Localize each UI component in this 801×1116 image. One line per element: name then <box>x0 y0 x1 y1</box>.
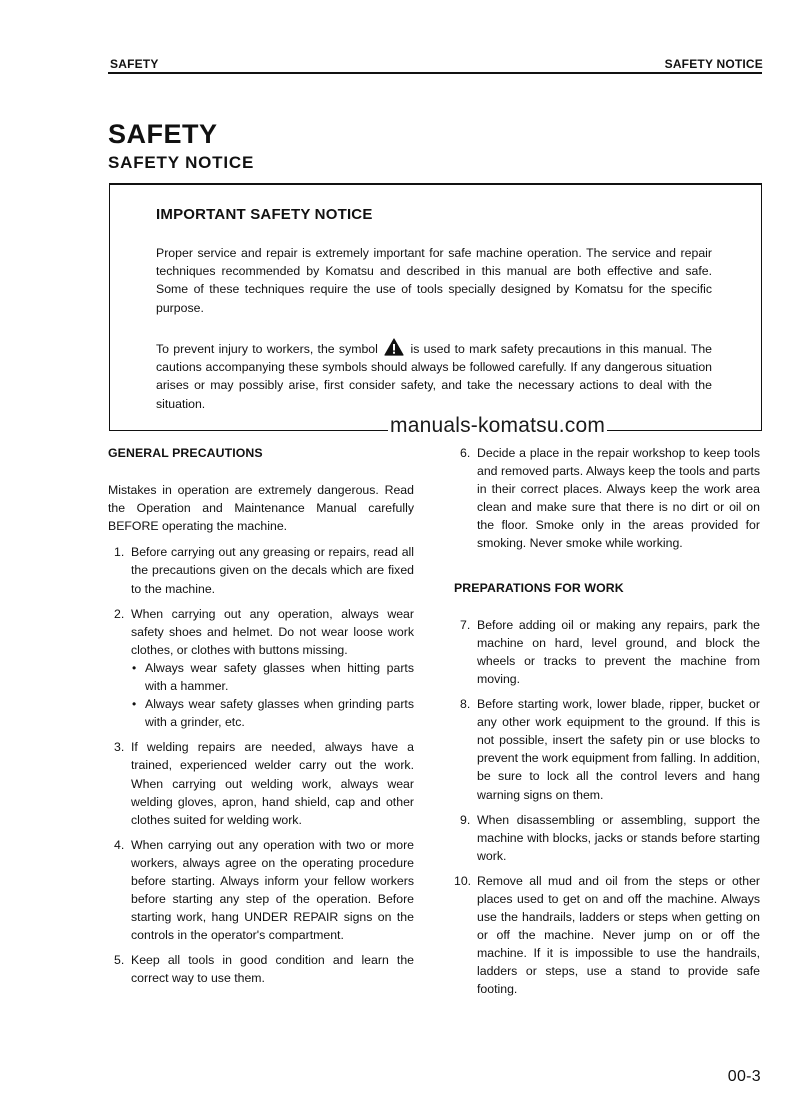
header-rule <box>108 72 762 74</box>
preparations-heading: PREPARATIONS FOR WORK <box>454 580 624 595</box>
notice-paragraph-2-end: is used to mark safety precautions in this manual. The cautions accompanying these symbols should always be followed carefully. If any dangerous situation arises or may possibly arise, first consider safety, and take the necessary actions to deal with the situation. <box>156 342 713 411</box>
item-number: 5. <box>114 953 125 968</box>
running-header-left: SAFETY <box>110 57 159 71</box>
item-text: Before starting work, lower blade, ripper, bucket or any other work equipment to the ground. If this is not possible, insert the safety pin or use blocks to prevent the work equipment from falling. In addition, be sure to lock all the control levers and hang warning signs on them. <box>477 697 760 802</box>
notice-title: IMPORTANT SAFETY NOTICE <box>156 206 373 223</box>
notice-paragraph-2-start: To prevent injury to workers, the symbol <box>156 342 378 356</box>
item-number: 8. <box>460 697 471 712</box>
item-text: When disassembling or assembling, support the machine with blocks, jacks or stands before starting work. <box>477 812 760 863</box>
list-item <box>108 605 414 732</box>
item-number: 10. <box>454 873 472 888</box>
list-item <box>454 811 760 865</box>
item-text: Remove all mud and oil from the steps or other places used to get on and off the machine. Always use the handrails, ladders or steps when getting on or off the machine. Never jump on or off the machine. If it is impossible to use the handrails, ladders or steps, use a stand to provide safe footing. <box>477 873 760 997</box>
item-number: 3. <box>114 740 125 755</box>
bullet-text: Always wear safety glasses when grinding parts with a grinder, etc. <box>145 697 414 730</box>
item-text: Decide a place in the repair workshop to keep tools and removed parts. Always keep the tools and parts in their correct places. Always keep the work area clean and make sure that there is no dirt or oil on the floor. Smoke only in the areas provided for smoking. Never smoke while working. <box>477 446 760 551</box>
list-item <box>108 543 414 597</box>
general-precautions-intro: Mistakes in operation are extremely dangerous. Read the Operation and Maintenance Manual carefully BEFORE operating the machine. <box>108 483 414 534</box>
item-number: 9. <box>460 812 471 827</box>
list-item <box>108 951 414 987</box>
item-number: 1. <box>114 545 125 560</box>
list-item <box>454 872 760 999</box>
page-number: 00-3 <box>727 1068 761 1085</box>
item-number: 2. <box>114 606 125 621</box>
page-subtitle: SAFETY NOTICE <box>108 153 255 172</box>
item-number: 6. <box>460 446 471 460</box>
list-item <box>454 695 760 804</box>
item-number: 4. <box>114 837 125 852</box>
notice-paragraph-1: Proper service and repair is extremely important for safe machine operation. The service and repair techniques recommended by Komatsu and described in this manual are both effective and safe. Some of these techniques require the use of tools specially designed by Komatsu for the specific purpose. <box>156 246 712 315</box>
general-precautions-heading: GENERAL PRECAUTIONS <box>108 446 263 460</box>
item-text: Before adding oil or making any repairs, park the machine on hard, level ground, and block the wheels or tracks to prevent the machine from moving. <box>477 617 760 686</box>
bullet-dot-icon: • <box>132 660 137 675</box>
list-item <box>454 444 760 553</box>
list-item <box>108 836 414 945</box>
right-column <box>454 444 760 1006</box>
notice-paragraph-2 <box>156 338 712 413</box>
item-text: Before carrying out any greasing or repairs, read all the precautions given on the decals which are fixed to the machine. <box>131 545 414 596</box>
list-item <box>108 738 414 828</box>
item-text: When carrying out any operation, always wear safety shoes and helmet. Do not wear loose work clothes, or clothes with buttons missing. <box>131 606 414 657</box>
running-header-right: SAFETY NOTICE <box>664 57 763 71</box>
bullet-dot-icon: • <box>132 697 137 712</box>
list-item <box>454 616 760 688</box>
bullet-item <box>131 695 414 731</box>
item-text: When carrying out any operation with two or more workers, always agree on the operating procedure before starting. Always inform your fellow workers before starting any step of the operation. Before starting work, hang UNDER REPAIR signs on the controls in the operator's compartment. <box>131 837 414 943</box>
item-number: 7. <box>460 617 471 632</box>
bullet-item <box>131 659 414 695</box>
item-text: If welding repairs are needed, always have a trained, experienced welder carry out the work. When carrying out welding work, always wear welding gloves, apron, hand shield, cap and other clothes suited for welding work. <box>131 740 414 827</box>
item-text: Keep all tools in good condition and learn the correct way to use them. <box>131 953 414 986</box>
left-column <box>108 444 414 995</box>
page-title: SAFETY <box>108 119 218 149</box>
watermark-link[interactable]: manuals-komatsu.com <box>390 414 606 437</box>
bullet-list <box>131 659 414 731</box>
warning-triangle-icon <box>384 338 404 356</box>
bullet-text: Always wear safety glasses when hitting parts with a hammer. <box>145 660 414 694</box>
